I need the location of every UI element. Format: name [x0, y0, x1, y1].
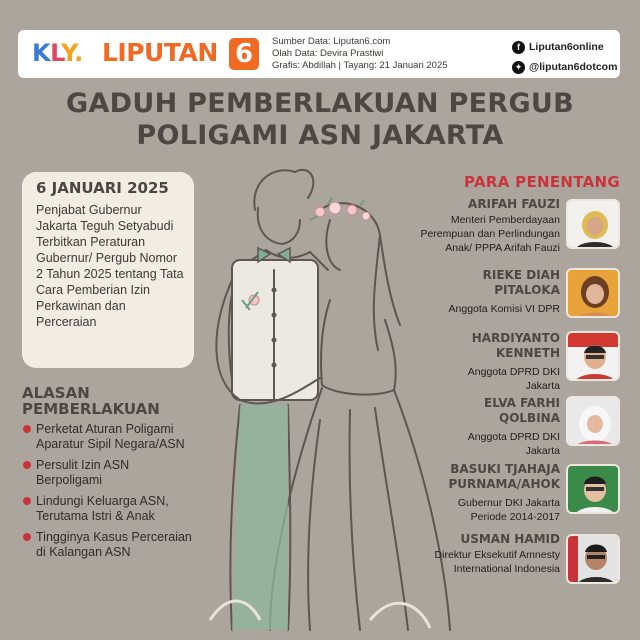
social-facebook[interactable] — [512, 39, 617, 55]
kly-logo: KLY. — [32, 39, 83, 67]
twitter-handle: @liputan6dotcom — [529, 61, 618, 73]
opponent-name: BASUKI TJAHAJA PURNAMA/AHOK — [448, 462, 560, 491]
reasons-heading-line-2: PEMBERLAKUAN — [22, 400, 160, 418]
opponent-name: ELVA FARHI QOLBINA — [484, 396, 560, 425]
twitter-icon: ✦ — [512, 61, 525, 74]
bullet-dot-icon — [23, 425, 31, 433]
opponent-photo — [566, 199, 620, 249]
event-description: Penjabat Gubernur Jakarta Teguh Setyabudi Terbitkan Peraturan Gubernur/ Pergub Nomor 2 Tahun 2025 tentang Tata Cara Pemberian Izin Perkawinan dan Perceraian — [36, 203, 184, 329]
reason-text: Persulit Izin ASN Berpoligami — [36, 458, 130, 487]
opponent-photo — [566, 331, 620, 381]
title-line-2: POLIGAMI ASN JAKARTA — [136, 120, 504, 151]
opponents-heading: PARA PENENTANG — [464, 173, 620, 191]
opponent-card-basuki-tjahaja-purnama — [410, 462, 620, 522]
header-bar — [18, 30, 620, 78]
bullet-dot-icon — [23, 533, 31, 541]
credit-graphic: Grafis: Abdillah | Tayang: 21 Januari 2025 — [272, 60, 448, 71]
reason-item — [22, 494, 192, 524]
opponent-card-hardiyanto-kenneth — [410, 331, 620, 392]
opponent-description: Direktur Eksekutif Amnesty International Indonesia — [434, 549, 560, 575]
bullet-dot-icon — [23, 461, 31, 469]
event-date: 6 JANUARI 2025 — [36, 179, 169, 197]
date-info-card — [22, 172, 194, 368]
opponent-name: USMAN HAMID — [460, 532, 560, 546]
reasons-list — [22, 422, 192, 566]
reason-item — [22, 422, 192, 452]
bullet-dot-icon — [23, 497, 31, 505]
opponent-card-elva-farhi-qolbina — [410, 396, 620, 457]
social-twitter[interactable] — [512, 59, 617, 75]
opponent-photo — [566, 534, 620, 584]
reason-text: Lindungi Keluarga ASN, Terutama Istri & Anak — [36, 494, 169, 523]
opponent-description: Menteri Pemberdayaan Perempuan dan Perlindungan Anak/ PPPA Arifah Fauzi — [420, 214, 560, 254]
opponent-card-rieke-diah-pitaloka — [410, 268, 620, 322]
facebook-icon: f — [512, 41, 525, 54]
reason-text: Tingginya Kasus Perceraian di Kalangan ASN — [36, 530, 192, 559]
reason-item — [22, 458, 192, 488]
opponent-card-arifah-fauzi — [410, 197, 620, 259]
social-links — [512, 39, 617, 79]
opponent-photo — [566, 464, 620, 514]
opponent-name: ARIFAH FAUZI — [468, 197, 560, 211]
opponent-description: Anggota Komisi VI DPR — [448, 303, 560, 315]
reasons-heading — [22, 385, 192, 417]
page-title — [0, 88, 640, 152]
reason-text: Perketat Aturan Poligami Aparatur Sipil Negara/ASN — [36, 422, 185, 451]
opponent-photo — [566, 396, 620, 446]
opponent-description: Anggota DPRD DKI Jakarta — [467, 431, 560, 457]
opponent-card-usman-hamid — [410, 532, 620, 592]
opponent-description: Gubernur DKI Jakarta Periode 2014-2017 — [457, 497, 560, 523]
liputan6-logo-number: 6 — [229, 38, 259, 70]
title-line-1: GADUH PEMBERLAKUAN PERGUB — [65, 88, 575, 119]
opponent-name: RIEKE DIAH PITALOKA — [482, 268, 560, 297]
facebook-handle: Liputan6online — [529, 41, 604, 53]
credit-source: Sumber Data: Liputan6.com — [272, 36, 391, 47]
reasons-heading-line-1: ALASAN — [22, 384, 90, 402]
opponent-name: HARDIYANTO KENNETH — [471, 331, 560, 360]
reason-item — [22, 530, 192, 560]
credit-data: Olah Data: Devira Prastiwi — [272, 48, 384, 59]
credits — [272, 36, 448, 72]
liputan6-logo: LIPUTAN — [102, 38, 218, 67]
opponent-photo — [566, 268, 620, 318]
opponent-description: Anggota DPRD DKI Jakarta — [467, 366, 560, 392]
